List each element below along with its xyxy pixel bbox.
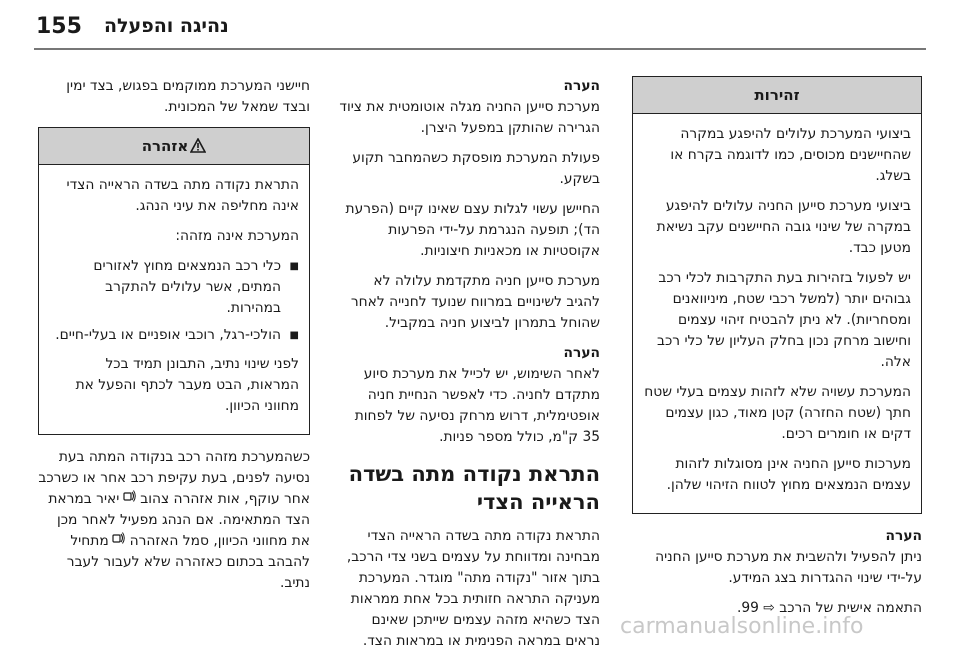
note-paragraph: מערכת סייען החניה מגלה אוטומטית את ציוד הגרירה שהותקן במפעל היצרן. [339, 99, 600, 136]
closing-text-part3: מתחיל להבהב בכתום כאזהרה שלא לעבור לעבר נתיב. [66, 533, 310, 591]
note-heading: הערה [563, 345, 600, 361]
caution-paragraph: המערכת עשויה שלא לזהות עצמים בעלי שטח חתך (שטח החזרה) קטן מאוד, כגון עצמים דקים או חומרים רכים. [644, 384, 911, 442]
note-paragraph: החיישן עשוי לגלות עצם שאינו קיים (הפרעת הד); תופעה הנגרמת על-ידי הפרעות אקוסטיות או מכאניות חיצוניות. [345, 201, 600, 259]
list-item: ■ כלי רכב הנמצאים מחוץ לאזורים המתים, אשר עלולים להתקרב במהירות. [49, 256, 299, 319]
column-middle [338, 76, 600, 661]
warning-bullet-list [49, 256, 299, 346]
cross-reference: התאמה אישית של הרכב ⇨ 99. [736, 600, 922, 616]
caution-paragraph: ביצועי המערכת עלולים להיפגע במקרה שהחיישנים מכוסים, כמו לדוגמה בקרח או בשלג. [670, 126, 911, 184]
warning-paragraph: התראת נקודה מתה בשדה הראייה הצדי אינה מחליפה את עיני הנהג. [66, 177, 299, 214]
column-left [38, 76, 310, 603]
warning-box-body [39, 165, 309, 434]
intro-paragraph: חיישני המערכת ממוקמים בפגוש, בצד ימין ובצד שמאל של המכונית. [66, 78, 310, 115]
caution-paragraph: מערכות סייען החניה אינן מסוגלות לזהות עצמים הנמצאים מחוץ לטווח הזיהוי שלהן. [666, 456, 911, 493]
caution-paragraph: יש לפעול בזהירות בעת התקרבות לכלי רכב גבוהים יותר (למשל רכבי שטח, מיניוואנים ומסחריות). לא ניתן להבטיח זיהוי עצמים וחישוב מרחק נכון בחלק העליון של כלי רכב אלה. [657, 270, 911, 370]
warning-box-title-text: אזהרה [141, 137, 189, 155]
closing-paragraph [38, 447, 310, 594]
caution-box-body [633, 114, 921, 513]
warning-triangle-icon [190, 136, 206, 157]
page-header [0, 0, 960, 50]
caution-box [632, 76, 922, 514]
warning-box-title [39, 128, 309, 165]
closing-text-part2: יאיר במראת הצד המתאימה. אם הנהג מפעיל לאחר מכן את מחווני הכיוון, סמל האזהרה [48, 491, 310, 549]
note-paragraph: מערכת סייען חניה מתקדמת עלולה לא להגיב לשינויים במרווח שנועד לחנייה לאחר שהוחל בתמרון לביצוע חניה במקביל. [350, 273, 600, 331]
note-heading: הערה [563, 78, 600, 94]
caution-paragraph: ביצועי מערכת סייען החניה עלולים להיפגע במקרה של שינוי גובה החיישנים עקב נשיאת מטען כבד. [656, 198, 911, 256]
chapter-title: נהיגה והפעלה [104, 15, 229, 37]
caution-box-title: זהירות [633, 77, 921, 114]
list-item: ■ הולכי-רגל, רוכבי אופניים או בעלי-חיים. [49, 325, 299, 346]
page-number: 155 [36, 14, 82, 39]
warning-closing-paragraph: לפני שינוי נתיב, התבונן תמיד בכל המראות, הבט מעבר לכתף והפעל את מחווני הכיוון. [75, 356, 299, 414]
section-title: התראת נקודה מתה בשדה הראייה הצדי [348, 462, 600, 514]
column-right [632, 76, 922, 628]
note-paragraph: ניתן להפעיל ולהשבית את מערכת סייען החניה על-ידי שינוי ההגדרות בצג המידע. [655, 549, 922, 586]
note-paragraph: פעולת המערכת מופסקת כשהמחבר תקוע בשקע. [352, 150, 600, 187]
section-paragraph: התראת נקודה מתה בשדה הראייה הצדי מבחינה ומדווחת על עצמים בשני צדי הרכב, בתוך אזור "נקודה מתה" מוגדר. המערכת מעניקה התראה חזותית בכל אחת ממראות הצד כשהיא מזהה עצמים שייתכן שאינם נראים במראה הפנימית או במראות הצד. [346, 528, 600, 649]
note-heading: הערה [885, 528, 922, 544]
watermark: carmanualsonline.info [620, 614, 864, 639]
header-divider [34, 48, 926, 50]
blind-spot-icon [119, 493, 136, 506]
closing-text-part1: כשהמערכת מזהה רכב בנקודה המתה בעת נסיעה לפנים, בעת עקיפת רכב אחר או כשרכב אחר עוקף, אות אזהרה צהוב [38, 449, 310, 507]
warning-paragraph: המערכת אינה מזהה: [175, 228, 299, 244]
note-paragraph: לאחר השימוש, יש לכייל את מערכת סיוע מתקדם לחניה. כדי לאפשר הנחיית חניה אופטימלית, דרוש מרחק נסיעה של לפחות 35 ק"מ, כולל מספר פניות. [354, 366, 600, 445]
warning-box [38, 127, 310, 435]
blind-spot-icon [109, 535, 126, 548]
